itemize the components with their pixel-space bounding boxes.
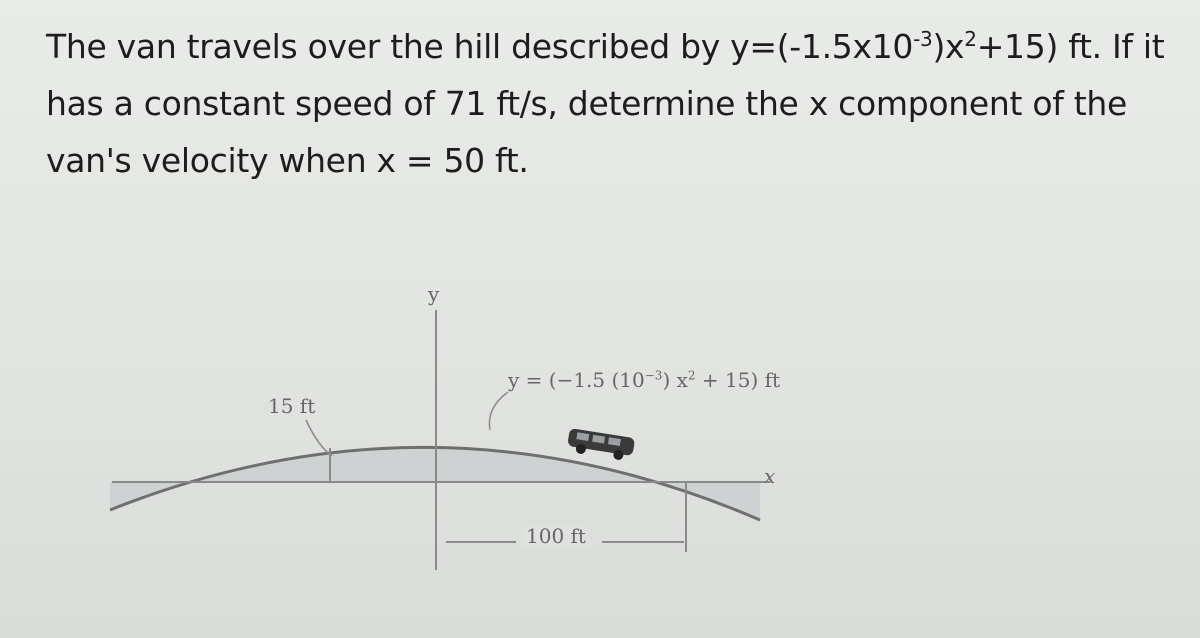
span-length-label: 100 ft: [522, 524, 590, 548]
hill-figure: [0, 270, 1200, 610]
exponent-neg3: -3: [913, 27, 933, 51]
x-axis-label: x: [764, 464, 776, 488]
van-icon: [566, 428, 635, 462]
exponent-2: 2: [964, 27, 977, 51]
equation-leader-arrow: [489, 392, 508, 430]
problem-statement: [46, 18, 1186, 189]
y-axis-label: y: [428, 282, 440, 306]
equation-exponent-2: 2: [687, 368, 696, 383]
problem-text-part1: The van travels over the hill described by y=(-1.5x10: [46, 27, 914, 66]
equation-mid: ) x: [662, 368, 688, 392]
curve-equation-label: [508, 368, 780, 392]
problem-text-part3: +15) ft. If it has a constant speed of 71 ft/s, determine the x component of the van's velocity when x = 50 ft.: [46, 27, 1165, 180]
hill-diagram: [0, 270, 1200, 610]
equation-prefix: y = (−1.5 (10: [508, 368, 645, 392]
equation-suffix: + 15) ft: [695, 368, 781, 392]
equation-exponent: −3: [644, 368, 663, 383]
problem-text-part2: )x: [932, 27, 965, 66]
hill-height-label: 15 ft: [268, 394, 316, 418]
height-leader-arrow: [306, 420, 332, 456]
